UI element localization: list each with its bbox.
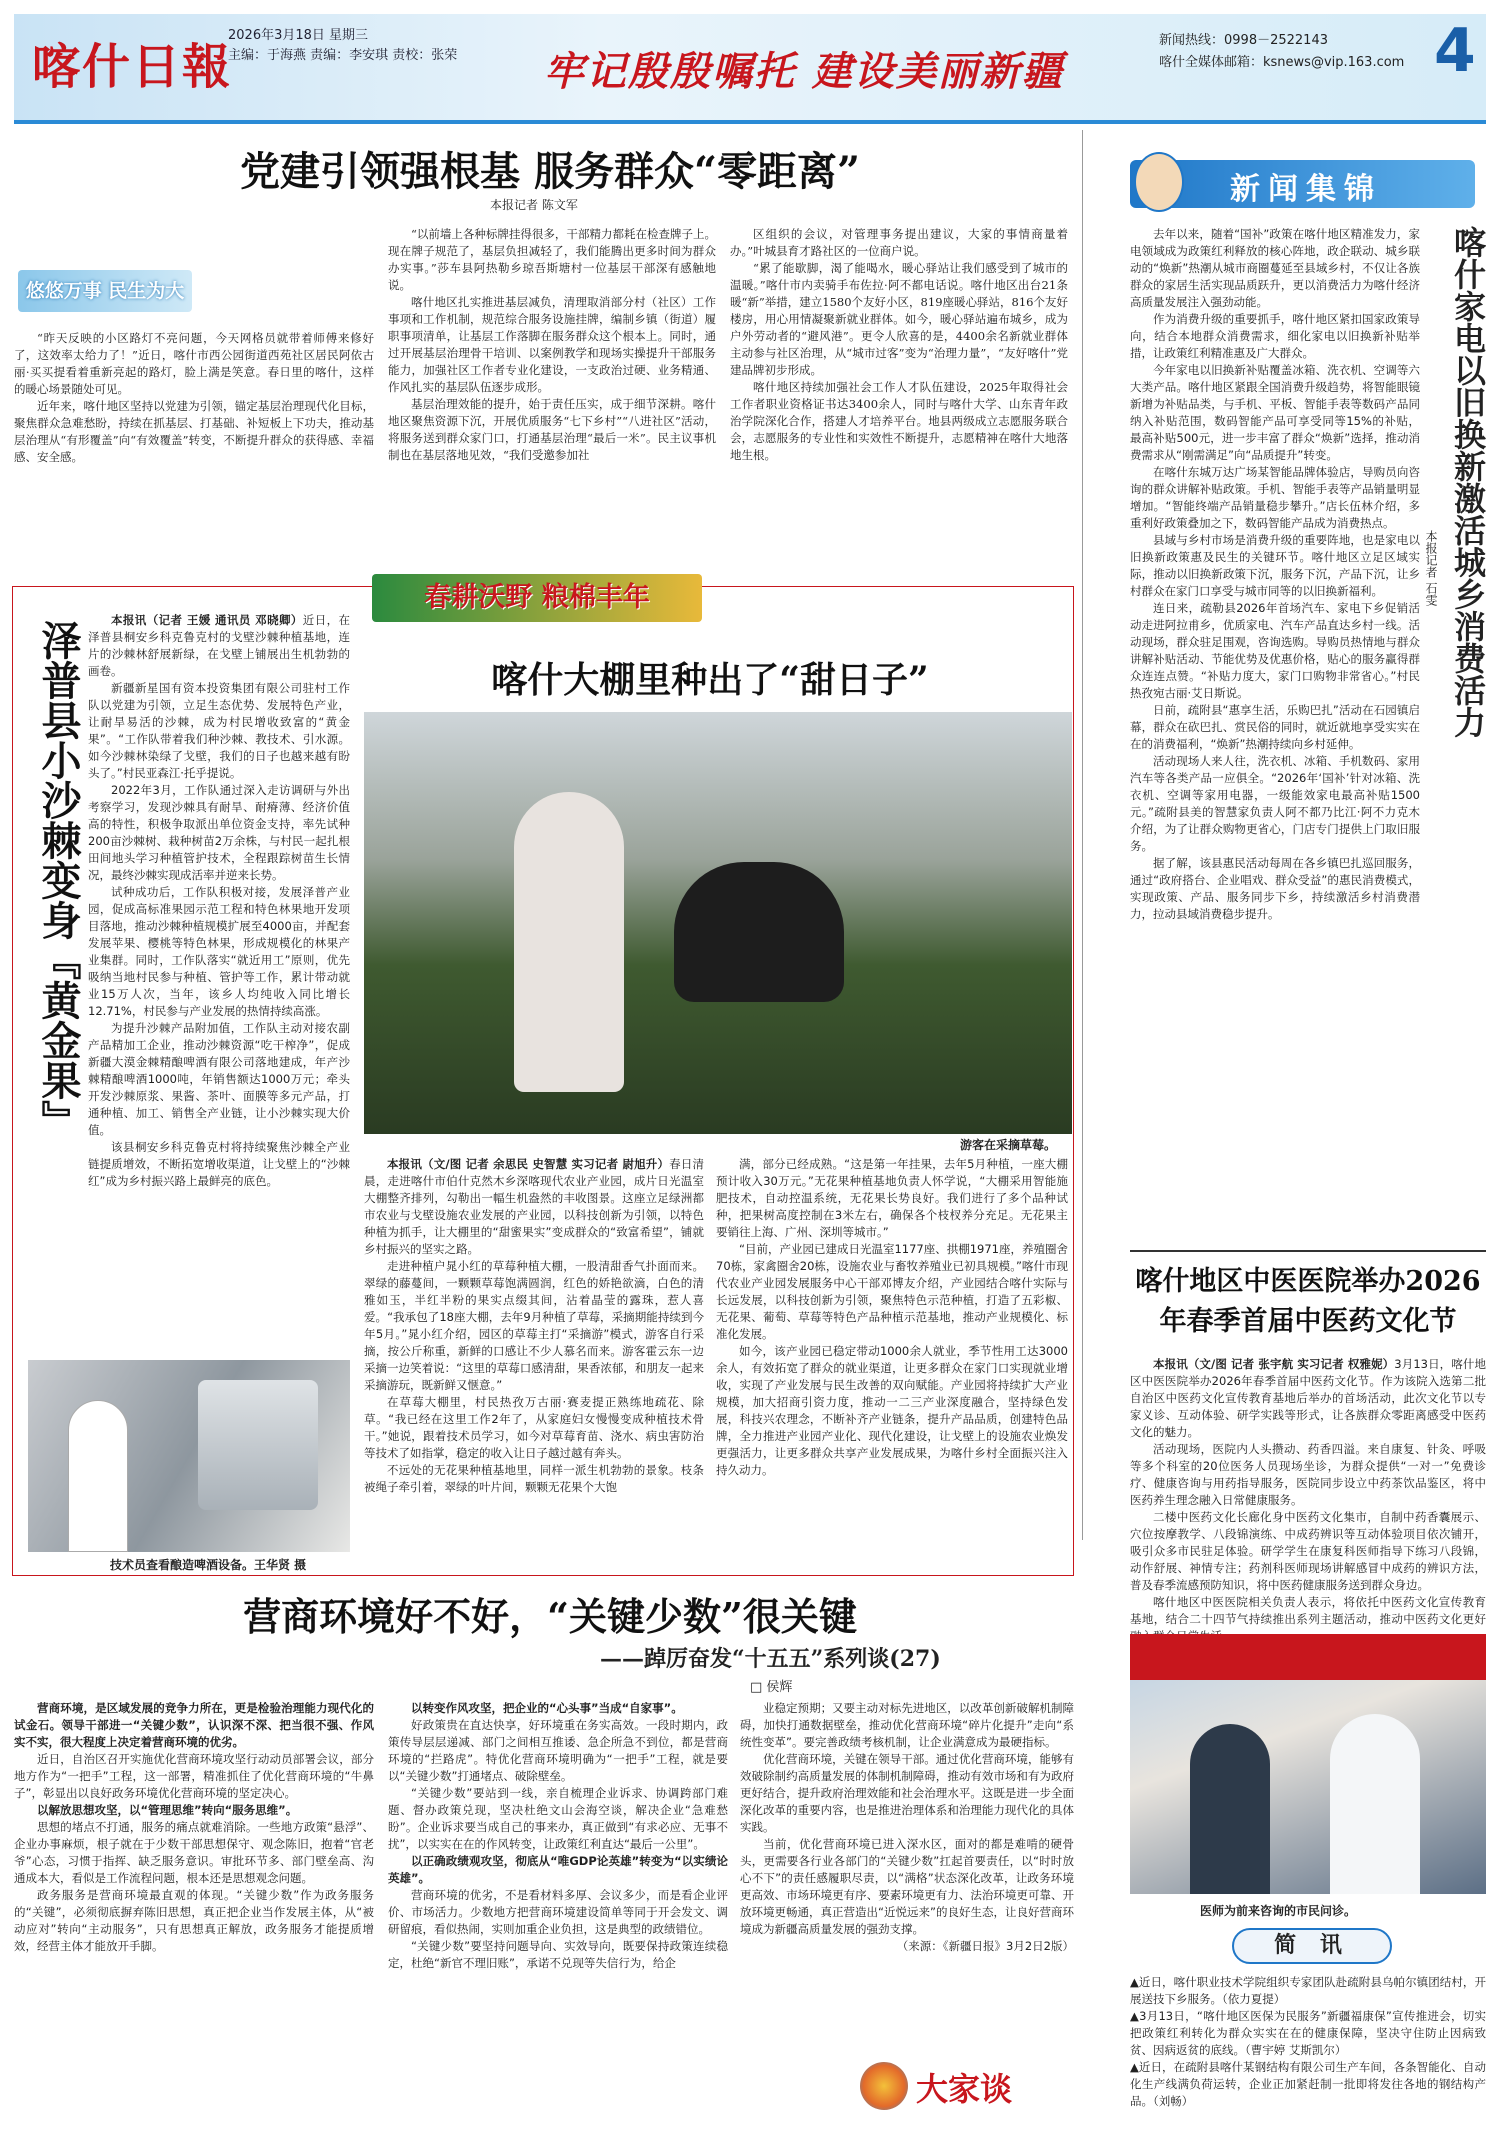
paragraph: “关键少数”要坚持问题导向、实效导向，既要保持政策连续稳定，杜绝“新官不理旧账”，承诺不兑现等失信行为，给企	[388, 1939, 728, 1970]
a2-body	[88, 612, 350, 1354]
masthead-slogan: 牢记殷殷嘱托 建设美丽新疆	[544, 48, 1064, 95]
paragraph: 作为消费升级的重要抓手，喀什地区紧扣国家政策导向，结合本地群众消费需求，细化家电以旧换新补贴举措，让政策红利精准惠及广大群众。	[1130, 312, 1420, 360]
news-headline: 喀什家电以旧换新激活城乡消费活力	[1449, 226, 1487, 738]
paragraph: “以前墙上各种标牌挂得很多，干部精力都耗在检查牌子上。现在牌子规范了，基层负担减轻了，我们能腾出更多时间为群众办实事。”莎车县阿热勒乡琼吾斯塘村一位基层干部深有感触地说。	[388, 227, 716, 292]
paragraph: 据了解，该县惠民活动每周在各乡镇巴扎巡回服务，通过“政府搭台、企业唱戏、群众受益”的惠民消费模式，实现政策、产品、服务同步下乡，持续激活乡村消费潜力，拉动县域消费稳步提升。	[1130, 856, 1420, 921]
a3-photo-caption: 游客在采摘草莓。	[960, 1138, 1057, 1152]
issue-date: 2026年3月18日 星期三	[228, 28, 369, 43]
paragraph: “昨天反映的小区路灯不亮问题，今天网格员就带着师傅来修好了，这效率太给力了！”近日，喀什市西公园街道西苑社区居民阿依古丽·买买提看着重新亮起的路灯，脸上满是笑意。春日里的喀什，这样的暖心场景随处可见。	[14, 331, 374, 396]
visitor-shape	[514, 792, 624, 1092]
a4-col2	[388, 1700, 728, 2126]
paragraph: 满，部分已经成熟。“这是第一年挂果，去年5月种植，一座大棚预计收入30万元。”无花果种植基地负责人怀学说，“大棚采用智能施肥技术，自动控温系统，无花果长势良好。我们进行了多个品种试种，把果树高度控制在3米左右，确保各个枝杈养分充足。无花果主要销往上海、广州、深圳等城市。”	[716, 1157, 1068, 1239]
paragraph: 去年以来，随着“国补”政策在喀什地区精准发力，家电领域成为政策红利释放的核心阵地，政企联动、城乡联动的“焕新”热潮从城市商圈蔓延至县域乡村，不仅让各族群众的家居生活实现品质跃升，更以消费活力为喀什经济高质量发展注入强劲动能。	[1130, 227, 1420, 309]
paragraph: 县域与乡村市场是消费升级的重要阵地，也是家电以旧换新政策惠及民生的关键环节。喀什地区立足区域实际，推动以旧换新政策下沉，服务下沉，产品下沉，让乡村群众在家门口享受与城市同等的以旧换新福利。	[1130, 533, 1420, 598]
a4-col3	[740, 1700, 1074, 2040]
a3-col1	[364, 1156, 704, 1570]
doctor-shape	[1330, 1714, 1420, 1894]
a3-col2	[716, 1156, 1068, 1570]
paragraph: 区组织的会议，对管理事务提出建议，大家的事情商量着办。”叶城县育才路社区的一位商户说。	[730, 227, 1068, 258]
paragraph: 本报讯（记者 王媛 通讯员 邓晓卿）近日，在泽普县桐安乡科克鲁克村的戈壁沙棘种植基地，连片的沙棘林舒展新绿，在戈壁上铺展出生机勃勃的画卷。	[88, 613, 351, 678]
news-hotline: 新闻热线：0998－2522143	[1159, 33, 1328, 48]
paragraph: 好政策贵在直达快享，好环境重在务实高效。一段时期内，政策传导层层递减、部门之间相互推诿、急企所急不到位，都是营商环境的“拦路虎”。特优化营商环境明确为“一把手”工程，就是要以“关键少数”打通堵点、破除壁垒。	[388, 1718, 728, 1783]
brief-item: ▲近日，喀什职业技术学院组织专家团队赴疏附县乌帕尔镇团结村，开展送技下乡服务。（依力夏提）	[1130, 1975, 1486, 2006]
a1-col3	[730, 226, 1068, 538]
a2-photo	[28, 1360, 350, 1552]
paragraph: 连日来，疏勒县2026年首场汽车、家电下乡促销活动走进阿拉甫乡，优质家电、汽车产品直达乡村一线。活动现场，群众驻足围观，咨询选购。导购员热情地与群众讲解补贴活动、节能优势及优惠价格，贴心的服务赢得群众连连点赞。“补贴力度大，家门口购物非常省心。”村民热孜宛古丽·艾日斯说。	[1130, 601, 1420, 700]
paragraph: 二楼中医药文化长廊化身中医药文化集市，自制中药香囊展示、穴位按摩教学、八段锦演练、中成药辨识等互动体验项目依次铺开，吸引众多市民驻足体验。研学学生在康复科医师指导下练习八段锦，动作舒展、神情专注；药剂科医师现场讲解感冒中成药的辨识方法，普及春季流感预防知识，将中医药健康服务送到群众身边。	[1130, 1510, 1486, 1592]
reporter-mascot-icon	[1134, 152, 1184, 212]
page-number: 4	[1434, 16, 1476, 86]
paragraph: 喀什地区中医医院相关负责人表示，将依托中医药文化宣传教育基地，结合二十四节气持续推出系列主题活动，推动中医药文化更好	[1130, 1595, 1486, 1626]
a4-subtitle: ——踔厉奋发“十五五”系列谈(27)	[600, 1646, 941, 1672]
paragraph: 营商环境，是区域发展的竞争力所在，更是检验治理能力现代化的试金石。领导干部进一“关键少数”，认识深不深、把当很不强、作风实不实，很大程度上决定着营商环境的优劣。	[14, 1701, 374, 1749]
column-divider	[1082, 130, 1083, 1540]
paragraph: 本报讯（文/图 记者 张宇航 实习记者 权雅妮）3月13日，喀什地区中医医院举办2026年春季首届中医药文化节。作为该院入选第二批自治区中医药文化宣传教育基地后举办的首场活动，此次文化节以专家义诊、互动体验、研学实践等形式，让各族群众零距离感受中医药文化的魅力。	[1130, 1357, 1486, 1439]
paragraph: 新疆新星国有资本投资集团有限公司驻村工作队以党建为引领，立足生态优势、发展特色产业，让耐旱易活的沙棘，成为村民增收致富的“黄金果”。“工作队带着我们种沙棘、教技术、引水源。如今沙棘林染绿了戈壁，我们的日子也越来越有盼头了。”村民亚森江·托乎提说。	[88, 681, 350, 780]
a1-banner: 悠悠万事 民生为大	[18, 270, 192, 312]
spring-farming-banner: 春耕沃野 粮棉丰年	[372, 574, 702, 622]
visitor-shape	[674, 862, 844, 1002]
a1-col1	[14, 330, 374, 540]
brief-item: ▲近日，在疏附县喀什某钢结构有限公司生产车间，各条智能化、自动化生产线满负荷运转，企业正加紧赶制一批即将发往各地的钢结构产品。（刘畅）	[1130, 2060, 1486, 2108]
paragraph: 在喀什东城万达广场某智能品牌体验店，导购员向咨询的群众讲解补贴政策。手机、智能手表等产品销量明显增加。“智能终端产品销量稳步攀升。”店长伍林介绍，多重利好政策叠加之下，数码智能产品成为消费热点。	[1130, 465, 1420, 530]
a2-byline: 本报讯（记者 王媛 通讯员 邓晓卿）	[111, 613, 303, 627]
newspaper-logo: 喀什日報	[32, 39, 233, 95]
a4-headline: 营商环境好不好，“关键少数”很关键	[243, 1594, 857, 1639]
a4-col1	[14, 1700, 374, 2126]
paragraph: 活动现场，医院内人头攒动、药香四溢。来自康复、针灸、呼吸等多个科室的20位医务人员现场坐诊，为群众提供“一对一”免费诊疗、健康咨询与用药指导服务，医院同步设立中药茶饮品鉴区，将中医药养生理念融入日常健康服务。	[1130, 1442, 1486, 1507]
paragraph: 喀什地区持续加强社会工作人才队伍建设，2025年取得社会工作者职业资格证书达3400余人，同时与喀什大学、山东青年政治学院深化合作，搭建人才培养平台。地县两级成立志愿服务联合会，志愿服务的专业性和实效性不断提升，志愿精神在喀什大地落地生根。	[730, 380, 1068, 462]
a3-byline: 本报讯（文/图 记者 余思民 史智慧 实习记者 尉旭升）	[387, 1157, 670, 1171]
paragraph: 活动现场人来人往，洗衣机、冰箱、手机数码、家用汽车等各类产品一应俱全。“2026年‘国补’针对冰箱、洗衣机、空调等家用电器，一级能效家电最高补贴1500元。”疏附县美的智慧家负责人阿不都乃比江·阿不力克木介绍，为了让群众购物更省心，门店专门提供上门取旧服务。	[1130, 754, 1420, 853]
paragraph: 近年来，喀什地区坚持以党建为引领，锚定基层治理现代化目标，聚焦群众急难愁盼，持续在抓基层、打基础、补短板上下功夫，推动基层治理从“有形覆盖”向“有效覆盖”转变，不断提升群众的获得感、幸福感、安全感。	[14, 399, 374, 464]
paragraph: 当前，优化营商环境已进入深水区，面对的都是难啃的硬骨头，更需要各行业各部门的“关键少数”扛起首要责任，以“时时放心不下”的责任感履职尽责，以“满格”状态深化改革，让政务环境更高效、市场环境更有序、要素环境更有力、法治环境更可靠、开放环境更畅通，真正营造出“近悦远来”的良好生态，让良好营商环境成为新疆高质量发展的强劲支撑。	[740, 1837, 1074, 1936]
news-body	[1130, 226, 1420, 1236]
a3-photo	[364, 712, 1072, 1134]
paragraph: 优化营商环境，关键在领导干部。通过优化营商环境，能够有效破除制约高质量发展的体制机制障碍，推动有效市场和有为政府更好结合，提升政府治理效能和社会治理水平。这既是进一步全面深化改革的重要内容，也是推进治理体系和治理能力现代化的具体实践。	[740, 1752, 1074, 1834]
paragraph: 为提升沙棘产品附加值，工作队主动对接农副产品精加工企业，推动沙棘资源“吃干榨净”，促成新疆大漠金棘精酿啤酒有限公司落地建成，年产沙棘精酿啤酒1000吨，年销售额达1000万元；牵头开发沙棘原浆、果酱、茶叶、面膜等多元产品，打通种植、加工、销售全产业链，让小沙棘实现大价值。	[88, 1021, 350, 1137]
paragraph: 在草莓大棚里，村民热孜万古丽·赛麦提正熟练地疏花、除草。“我已经在这里工作2年了，从家庭妇女慢慢变成种植技术骨干。”她说，跟着技术员学习，如今对草莓育苗、浇水、病虫害防治等技术了如指掌，稳定的收入让日子越过越有奔头。	[364, 1395, 704, 1460]
person-shape	[1190, 1724, 1270, 1894]
banner-in-photo	[1130, 1634, 1486, 1680]
divider	[1130, 1250, 1486, 1252]
paragraph: 今年家电以旧换新补贴覆盖冰箱、洗衣机、空调等六大类产品。喀什地区紧跟全国消费升级趋势，将智能眼镜新增为补贴品类，与手机、平板、智能手表等数码产品同纳入补贴范围，数码智能产品可享受同等15%的补贴，最高补贴500元，进一步丰富了群众“焕新”选择，推动消费需求从“刚需满足”向“品质提升”转变。	[1130, 363, 1420, 462]
source-note: （来源：《新疆日报》3月2日2版）	[896, 1939, 1074, 1953]
brief-header: 简 讯	[1232, 1928, 1392, 1964]
paragraph: 基层治理效能的提升，始于责任压实，成于细节深耕。喀什地区聚焦资源下沉，开展优质服务“七下乡村”“八进社区”活动，将服务送到群众家门口，打通基层治理“最后一米”。民主议事机制也在基层落地见效，“我们受邀参加社	[388, 397, 716, 462]
paragraph: 日前，疏附县“惠享生活，乐购巴扎”活动在石园镇启幕，群众在砍巴扎、赏民俗的同时，就近就地享受实实在在的消费福利，“焕新”热潮持续向乡村延伸。	[1130, 703, 1420, 751]
tcm-byline: 本报讯（文/图 记者 张宇航 实习记者 权雅妮）	[1153, 1357, 1395, 1371]
paragraph: 本报讯（文/图 记者 余思民 史智慧 实习记者 尉旭升）春日清晨，走进喀什市伯什克然木乡深喀现代农业产业园，成片日光温室大棚整齐排列，勾勒出一幅生机盎然的丰收图景。这座立足绿洲都市农业与戈壁设施农业发展的产业园，以科技创新为引领，以特色种植为抓手，让大棚里的“甜蜜果实”变成群众的“致富希望”，铺就乡村振兴的坚实之路。	[364, 1157, 705, 1256]
paragraph: 业稳定预期；又要主动对标先进地区，以改革创新破解机制障碍，加快打通数据壁垒，推动优化营商环境“碎片化提升”走向“系统性变革”。要完善政绩考核机制，让企业满意成为最硬指标。	[740, 1701, 1074, 1749]
tcm-photo-caption: 医师为前来咨询的市民问诊。	[1200, 1904, 1357, 1918]
news-header: 新闻集锦	[1230, 172, 1382, 207]
a4-author: □ 侯辉	[750, 1680, 793, 1695]
paragraph: 试种成功后，工作队积极对接，发展泽普产业园，促成高标准果园示范工程和特色林果地开发项目落地，推动沙棘种植规模扩展至4000亩，并配套发展苹果、樱桃等特色林果，形成规模化的林果产业集群。同时，工作队落实“就近用工”原则，优先吸纳当地村民参与种植、管护等工作，累计带动就业15万人次，当年，该乡人均纯收入同比增长12.71%，村民参与产业发展的热情持续高涨。	[88, 885, 350, 1018]
issue-info	[228, 26, 457, 66]
a3-headline: 喀什大棚里种出了“甜日子”	[491, 659, 929, 701]
dajiatan-label: 大家谈	[916, 2070, 1013, 2108]
dajiatan-logo	[860, 2056, 1060, 2116]
news-email: 喀什全媒体邮箱：ksnews@vip.163.com	[1159, 55, 1405, 70]
a2-headline: 泽普县小沙棘变身『黄金果』	[35, 620, 82, 1140]
tcm-body	[1130, 1356, 1486, 1624]
news-byline: 本报记者 石雯	[1424, 530, 1438, 606]
paragraph: 以解放思想攻坚，以“管理思维”转向“服务思维”。	[37, 1803, 298, 1817]
paragraph: 不远处的无花果种植基地里，同样一派生机勃勃的景象。枝条被绳子牵引着，翠绿的叶片间，颗颗无花果个大饱	[364, 1463, 704, 1494]
paragraph: 以正确政绩观攻坚，彻底从“唯GDP论英雄”转变为“以实绩论英雄”。	[388, 1854, 728, 1885]
paragraph: “关键少数”要站到一线，亲自梳理企业诉求、协调跨部门难题、督办政策兑现，坚决杜绝文山会海空谈，解决企业“急难愁盼”。企业诉求要当成自己的事来办，真正做到“有求必应、无事不扰”，以实实在在的作风转变，让政策红利直达“最后一公里”。	[388, 1786, 728, 1851]
a1-headline: 党建引领强根基 服务群众“零距离”	[240, 148, 860, 195]
paragraph: 营商环境的优劣，不是看材料多厚、会议多少，而是看企业评价、市场活力。少数地方把营商环境建设简单等同于开会发文、调研留痕，看似热闹，实则加重企业负担，这是典型的政绩错位。	[388, 1888, 728, 1936]
paragraph: 近日，自治区召开实施优化营商环境攻坚行动动员部署会议，部分地方作为“一把手”工程，这一部署，精准抓住了优化营商环境的“牛鼻子”，彰显出以良好政务环境优化营商环境的坚定决心。	[14, 1752, 374, 1800]
brief-item: ▲3月13日，“喀什地区医保为民服务”新疆福康保”宣传推进会，切实把政策红利转化为群众实实在在的健康保障，坚决守住防止因病致贫、因病返贫的底线。（曹宇婷 艾斯凯尔）	[1130, 2009, 1486, 2057]
a1-byline: 本报记者 陈文军	[490, 198, 578, 212]
paragraph: 该县桐安乡科克鲁克村将持续聚焦沙棘全产业链提质增效，不断拓宽增收渠道，让戈壁上的“沙棘红”成为乡村振兴路上最鲜亮的底色。	[88, 1140, 350, 1188]
tcm-headline: 喀什地区中医医院举办2026年春季首届中医药文化节	[1135, 1266, 1481, 1337]
paragraph: 思想的堵点不打通，服务的痛点就难消除。一些地方政策“悬浮”、企业办事麻烦，根子就在于少数干部思想保守、观念陈旧，抱着“官老爷”心态，习惯于指挥、缺乏服务意识。审批环节多、部门壁垒高、沟通成本大，看似是工作流程问题，根本还是思想观念问题。	[14, 1820, 374, 1885]
contact-info	[1159, 30, 1404, 74]
brief-list	[1130, 1974, 1486, 2124]
tcm-photo	[1130, 1634, 1486, 1894]
paragraph: 如今，该产业园已稳定带动1000余人就业，季节性用工达3000余人，有效拓宽了群众的就业渠道，让更多群众在家门口实现就业增收，实现了产业发展与民生改善的双向赋能。产业园将持续扩大产业规模，加大招商引资力度，推动一二三产业深度融合，坚持绿色发展，科技兴农理念，不断补齐产业链条，提升产品品质，创建特色品牌，全力推进产业园产业化、现代化建设，让戈壁上的设施农业焕发更强活力，让更多群众共享产业发展成果，为喀什乡村全面振兴注入持久动力。	[716, 1344, 1068, 1477]
paragraph: “目前，产业园已建成日光温室1177座、拱棚1971座，养殖圈舍70栋，家禽圈舍20栋，设施农业与畜牧养殖业已初具规模。”喀什市现代农业产业园发展服务中心干部邓博友介绍，产业园结合喀什实际与长远发展，以科技创新为引领，聚焦特色示范种植，打造了五彩椒、无花果、葡萄、草莓等特色产品种植示范基地，推动产业规模化、标准化发展。	[716, 1242, 1068, 1341]
paragraph: “累了能歇脚，渴了能喝水，暖心驿站让我们感受到了城市的温暖。”喀什市内卖骑手布佐拉·阿不都电话说。喀什地区出台21条暖“新”举措，建立1580个友好小区，819座暖心驿站，816个友好楼房，用心用情凝聚新就业群体。如今，暖心驿站遍布城乡，成为户外劳动者的“避风港”。更令人欣喜的是，4400余名新就业群体主动参与社区治理，从“城市过客”变为“治理力量”，“友好喀什”党建品牌初步形成。	[730, 261, 1068, 377]
a2-photo-caption: 技术员查看酿造啤酒设备。王华贤 摄	[110, 1558, 307, 1572]
technician-shape	[68, 1400, 128, 1552]
paragraph: 喀什地区扎实推进基层减负，清理取消部分村（社区）工作事项和工作机制，规范综合服务设施挂牌，编制乡镇（街道）履职事项清单，让基层工作落脚在服务群众这个根本上。同时，通过开展基层治理骨干培训、以案例教学和现场实操提升干部服务能力，加强社区工作者专业化建设，一支政治过硬、业务精通、作风扎实的基层队伍逐步成形。	[388, 295, 716, 394]
masthead	[14, 14, 1486, 124]
issue-editors: 主编：于海燕 责编：李安琪 责校：张荣	[228, 48, 458, 63]
flower-icon	[860, 2062, 908, 2110]
a1-col2	[388, 226, 716, 538]
paragraph: 以转变作风攻坚，把企业的“心头事”当成“自家事”。	[411, 1701, 683, 1715]
paragraph: 2022年3月，工作队通过深入走访调研与外出考察学习，发现沙棘具有耐旱、耐瘠薄、经济价值高的特性，积极争取派出单位资金支持，率先试种200亩沙棘树、栽种树苗2万余株，与村民一起扎根田间地头学习种植管护技术，全程跟踪树苗生长情况，最终沙棘实现成活率并逆来长势。	[88, 783, 350, 882]
paragraph: 走进种植户晁小红的草莓种植大棚，一股清甜香气扑面而来。翠绿的藤蔓间，一颗颗草莓饱满圆润，红色的娇艳欲滴，白色的清雅如玉，半红半粉的果实点缀其间，沾着晶莹的露珠，惹人喜爱。“我承包了18座大棚，去年9月种植了草莓，采摘期能持续到今年5月。”晁小红介绍，园区的草莓主打“采摘游”模式，游客自行采摘，按公斤称重，新鲜的口感让不少人慕名而来。游客霍云东一边采摘一边笑着说：“这里的草莓口感清甜，果香浓郁，和朋友一起来采摘游玩，既新鲜又惬意。”	[364, 1259, 704, 1392]
paragraph: 政务服务是营商环境最直观的体现。“关键少数”作为政务服务的“关键”，必须彻底摒弃陈旧思想，真正把企业当作发展主体，从“被动应对”转向“主动服务”，只有思想真正解放，政务服务才能提质增效，经营主体才能放开手脚。	[14, 1888, 374, 1953]
brewing-tank-shape	[198, 1380, 318, 1510]
